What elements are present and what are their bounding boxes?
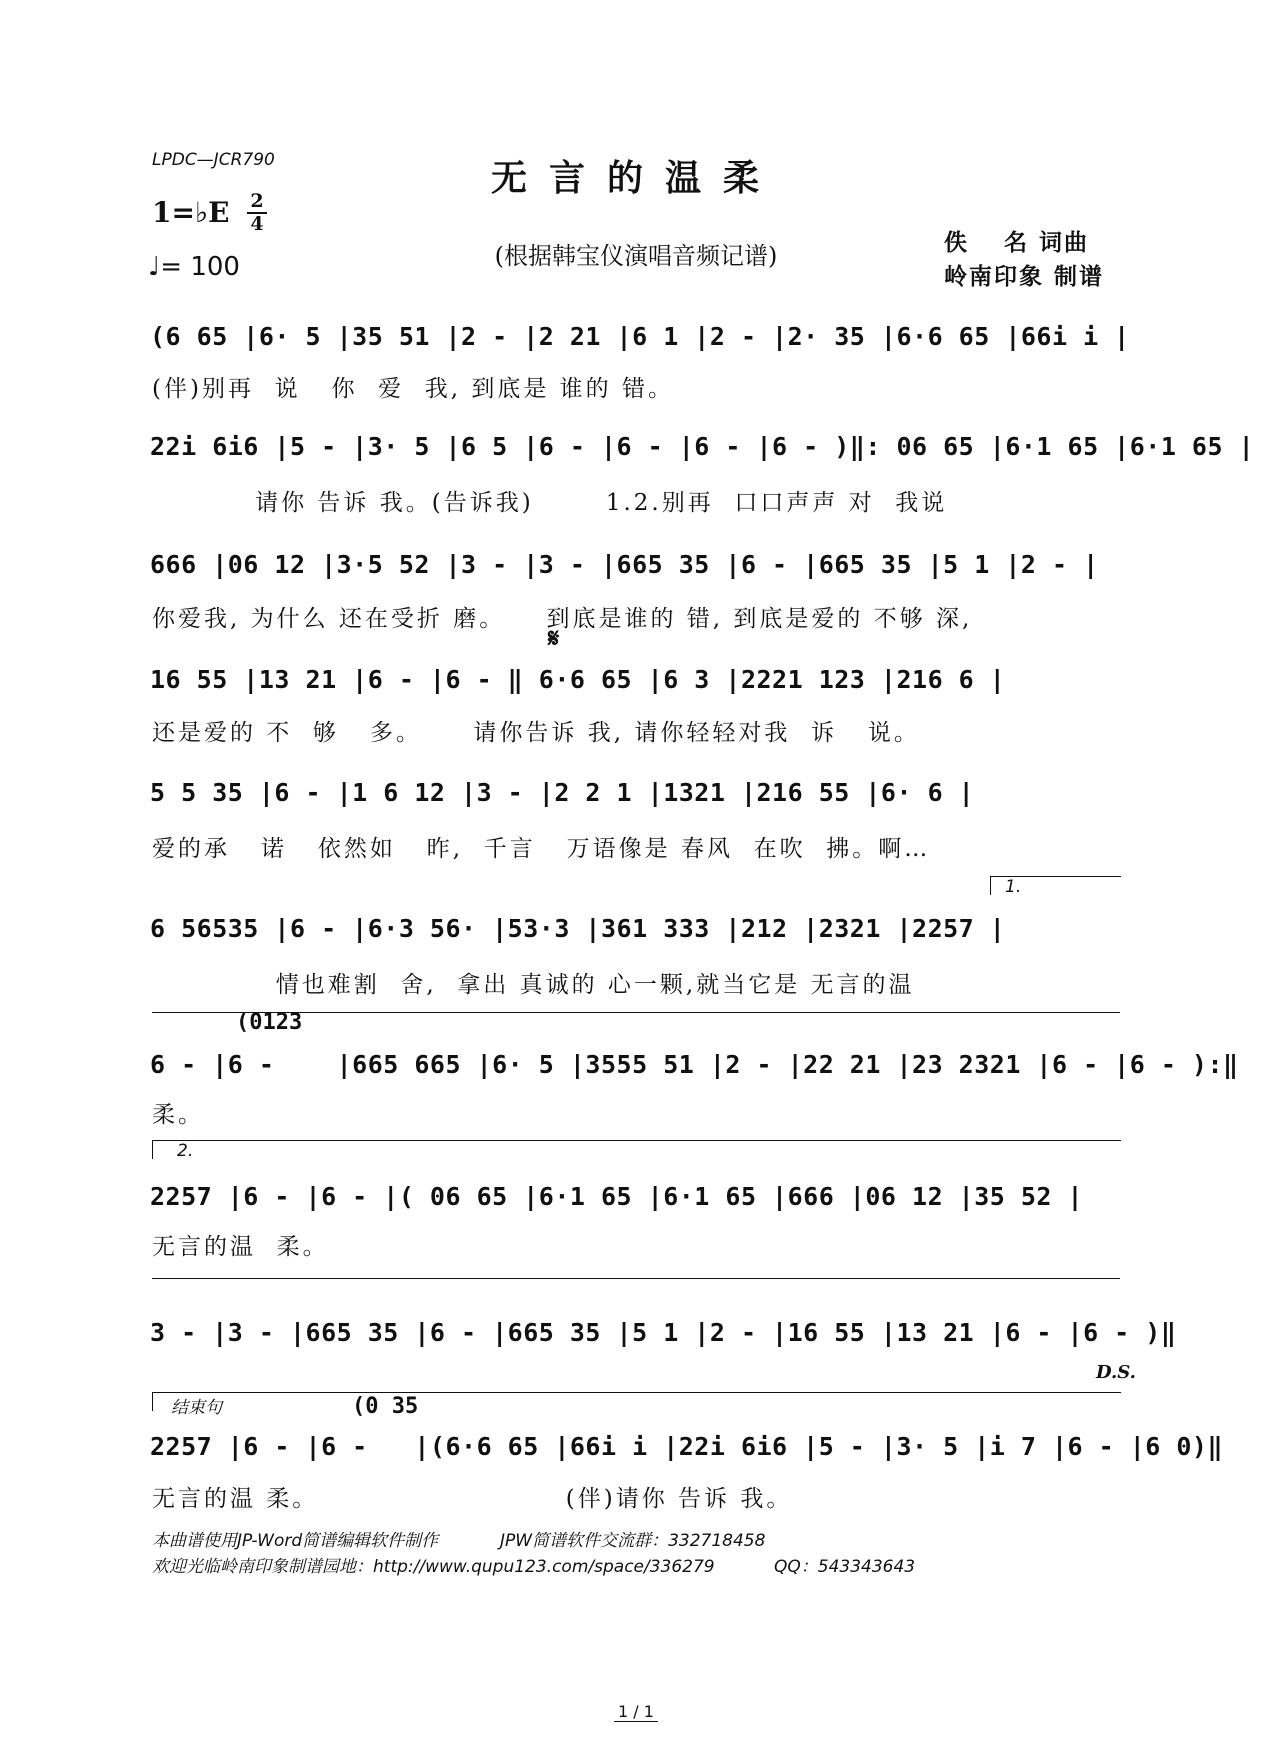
catalog-code: LPDC—JCR790 <box>152 150 275 170</box>
notation-line-3: 666 |06 12 |3·5 52 |3 - |3 - |665 35 |6 - |665 35 |5 1 |2 - | <box>150 550 1099 579</box>
notation-line-7: 6 - |6 - |665 665 |6· 5 |3555 51 |2 - |22 21 |23 2321 |6 - |6 - ):‖ <box>150 1050 1239 1079</box>
lyrics-line-5: 爱的承 诺 依然如 昨, 千言 万语像是 春风 在吹 拂。啊… <box>152 836 931 862</box>
lyrics-line-2: 请你 告诉 我。(告诉我) 1.2.别再 口口声声 对 我说 <box>152 490 948 516</box>
volta-1-bracket <box>990 876 1121 895</box>
footer-software: 本曲谱使用JP-Word简谱编辑软件制作 <box>152 1531 439 1551</box>
lyrics-line-3: 你爱我, 为什么 还在受折 磨。 到底是谁的 错, 到底是爱的 不够 深, <box>152 606 973 632</box>
coda-bracket <box>152 1392 1121 1418</box>
notation-line-10: 2257 |6 - |6 - |(6·6 65 |66i i |22i 6i6 |5 - |3· 5 |i 7 |6 - |6 0)‖ <box>150 1432 1224 1461</box>
coda-label: 结束句 <box>171 1398 222 1418</box>
ds-marking: D.S. <box>1096 1362 1136 1383</box>
time-sig-bottom: 4 <box>250 213 264 235</box>
page-number <box>0 1702 1272 1721</box>
footer-group: JPW简谱软件交流群：332718458 <box>500 1531 766 1551</box>
page-title: 无言的温柔 <box>490 157 781 199</box>
volta-2-label: 2. <box>177 1141 194 1161</box>
time-sig-top: 2 <box>250 190 264 212</box>
subtitle: (根据韩宝仪演唱音频记谱) <box>494 242 778 270</box>
credit-arranger: 岭南印象 制谱 <box>944 263 1105 290</box>
notation-line-6: 6 56535 |6 - |6·3 56· |53·3 |361 333 |212 |2321 |2257 | <box>150 914 1006 943</box>
notation-line-1: (6 65 |6· 5 |35 51 |2 - |2 21 |6 1 |2 - |2· 35 |6·6 65 |66i i | <box>150 322 1130 351</box>
volta-2-bracket <box>152 1140 1121 1159</box>
tempo-marking: ♩= 100 <box>148 252 240 282</box>
notation-line-8: 2257 |6 - |6 - |( 06 65 |6·1 65 |6·1 65 |666 |06 12 |35 52 | <box>150 1182 1084 1211</box>
lyrics-line-4: 还是爱的 不 够 多。 请你告诉 我, 请你轻轻对我 诉 说。 <box>152 720 920 746</box>
lyrics-line-1: (伴)别再 说 你 爱 我, 到底是 谁的 错。 <box>152 376 674 402</box>
ending-bracket: (0 35 <box>352 1394 419 1419</box>
system-9-bracket <box>152 1278 1120 1279</box>
notation-line-4: 16 55 |13 21 |6 - |6 - ‖ 6·6 65 |6 3 |2221 123 |216 6 | <box>150 665 1006 694</box>
lyrics-line-8: 无言的温 柔。 <box>152 1234 329 1260</box>
notation-line-5: 5 5 35 |6 - |1 6 12 |3 - |2 2 1 |1321 |216 55 |6· 6 | <box>150 778 975 807</box>
notation-line-2: 22i 6i6 |5 - |3· 5 |6 5 |6 - |6 - |6 - |6 - )‖: 06 65 |6·1 65 |6·1 65 | <box>150 432 1255 461</box>
time-signature <box>246 192 268 234</box>
lyrics-line-6: 情也难割 舍, 拿出 真诚的 心一颗,就当它是 无言的温 <box>152 972 915 998</box>
volta-1-label: 1. <box>1005 877 1022 897</box>
intro-bracket: (0123 <box>236 1010 303 1035</box>
lyrics-line-10: 无言的温 柔。 (伴)请你 告诉 我。 <box>152 1486 793 1512</box>
page-number-text: 1 / 1 <box>614 1702 658 1722</box>
lyrics-line-7: 柔。 <box>152 1102 204 1128</box>
footer-website: 欢迎光临岭南印象制谱园地：http://www.qupu123.com/space/336279 <box>152 1557 715 1577</box>
notation-line-9: 3 - |3 - |665 35 |6 - |665 35 |5 1 |2 - |16 55 |13 21 |6 - |6 - )‖ <box>150 1318 1177 1347</box>
footer-qq: QQ：543343643 <box>774 1557 916 1577</box>
segno-sign: 𝄋 <box>548 624 560 654</box>
key-signature: 1=♭E <box>152 196 230 229</box>
credit-lyricist: 佚 名 词曲 <box>944 229 1090 256</box>
